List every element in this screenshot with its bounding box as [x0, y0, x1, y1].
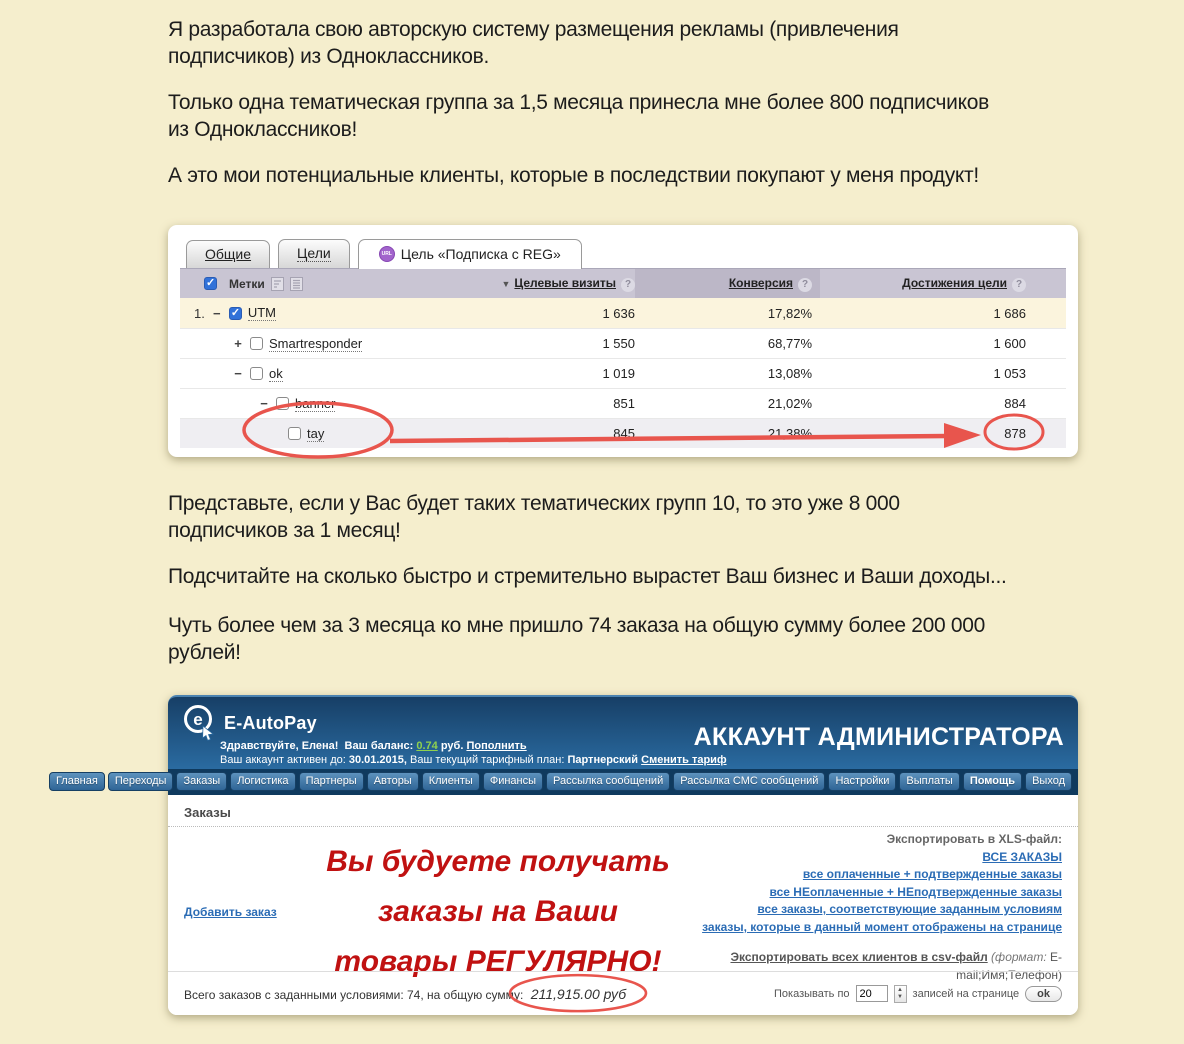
- paragraph-mid-1: [168, 490, 1098, 544]
- table-row-ok: [180, 358, 1066, 388]
- conversion-value: 21,38%: [767, 426, 812, 441]
- visits-value: 845: [613, 426, 635, 441]
- conversion-value: 68,77%: [767, 336, 812, 351]
- tag-link[interactable]: ok: [269, 365, 283, 381]
- tab-active-label: Цель «Подписка с REG»: [400, 246, 561, 262]
- conversion-value: 17,82%: [767, 305, 812, 321]
- menu-item-transitions[interactable]: Переходы: [108, 772, 174, 791]
- visits-value: 1 550: [602, 336, 635, 351]
- table-row-utm: [180, 298, 1066, 328]
- account-active-label: Ваш аккаунт активен до:: [220, 754, 346, 766]
- goal-reaches-value: 1 053: [993, 366, 1026, 381]
- export-current-page-link[interactable]: заказы, которые в данный момент отображены на странице: [702, 919, 1062, 934]
- menu-item-partners[interactable]: Партнеры: [299, 772, 364, 791]
- tab-goal-subscription-active[interactable]: [358, 239, 582, 269]
- list-view-icon[interactable]: [290, 277, 303, 291]
- checkbox-checked-icon[interactable]: [229, 307, 242, 320]
- totals-label: Всего заказов с заданными условиями: 74, на общую сумму:: [184, 987, 524, 1002]
- menu-item-clients[interactable]: Клиенты: [422, 772, 480, 791]
- metrika-tabs: [180, 237, 1066, 268]
- pagination-label-after: записей на странице: [912, 987, 1020, 1000]
- currency-label: руб.: [440, 740, 464, 752]
- menu-item-sms-mailing[interactable]: Рассылка СМС сообщений: [673, 772, 825, 791]
- paragraph-line: Чуть более чем за 3 месяца ко мне пришло 74 заказа на общую сумму более 200 000: [168, 614, 986, 637]
- ok-button[interactable]: ok: [1025, 986, 1062, 1002]
- promo-line: заказы на Ваши: [378, 895, 618, 928]
- eautopay-menu-bar: [55, 769, 1078, 795]
- help-icon[interactable]: [621, 278, 635, 292]
- help-icon[interactable]: [798, 278, 812, 292]
- tab-goals[interactable]: [278, 239, 350, 268]
- column-marks-label: Метки: [229, 276, 265, 291]
- tag-link[interactable]: banner: [295, 395, 336, 411]
- expand-icon[interactable]: +: [234, 336, 242, 351]
- row-number: 1.: [194, 305, 205, 321]
- plan-label: Ваш текущий тарифный план:: [410, 754, 565, 766]
- visits-value: 1 636: [602, 305, 635, 321]
- paragraph-line: Только одна тематическая группа за 1,5 месяца принесла мне более 800 подписчиков: [168, 91, 989, 114]
- eautopay-content: [168, 795, 1078, 1015]
- brand-name: E-AutoPay: [224, 712, 317, 733]
- conversion-value: 21,02%: [767, 396, 812, 411]
- greeting-hello: Здравствуйте, Елена!: [220, 740, 339, 752]
- collapse-icon[interactable]: −: [234, 366, 242, 381]
- eautopay-logo-icon: [180, 703, 218, 743]
- goal-reaches-value: 878: [1004, 426, 1026, 441]
- export-all-orders-link[interactable]: ВСЕ ЗАКАЗЫ: [982, 849, 1062, 864]
- pagination-control: [774, 985, 1062, 1003]
- paragraph-line: Представьте, если у Вас будет таких тематических групп 10, то это уже 8 000: [168, 492, 900, 515]
- plan-value: Партнерский: [567, 754, 639, 766]
- paragraph-line: подписчиков за 1 месяц!: [168, 519, 401, 542]
- svg-text:e: e: [193, 710, 203, 729]
- totals-sum: [527, 986, 630, 1002]
- menu-item-logistics[interactable]: Логистика: [230, 772, 295, 791]
- export-matching-conditions-link[interactable]: все заказы, соответствующие заданным условиям: [757, 902, 1062, 916]
- eautopay-admin-card: [55, 695, 1078, 1015]
- greeting-block: [220, 739, 727, 767]
- export-paid-confirmed-link[interactable]: все оплаченные + подтвержденные заказы: [802, 867, 1062, 881]
- page-size-input[interactable]: [856, 985, 888, 1002]
- export-xls-label: Экспортировать в XLS-файл:: [886, 832, 1062, 846]
- collapse-icon[interactable]: −: [213, 305, 221, 321]
- pagination-label-before: Показывать по: [774, 987, 850, 1000]
- eautopay-header: [168, 695, 1078, 769]
- menu-item-logout[interactable]: Выход: [1025, 772, 1072, 791]
- goal-reaches-value: 1 686: [993, 305, 1026, 321]
- tag-link[interactable]: tay: [307, 425, 325, 441]
- orders-footer: [168, 971, 1078, 1015]
- tab-goals-label: Цели: [297, 245, 331, 261]
- export-csv-link[interactable]: Экспортировать всех клиентов в csv-файл: [730, 950, 988, 964]
- paragraph-line: Я разработала свою авторскую систему размещения рекламы (привлечения: [168, 18, 899, 41]
- promo-line: товары РЕГУЛЯРНО!: [334, 945, 662, 978]
- balance-label: Ваш баланс:: [344, 740, 414, 752]
- column-goal-reaches-header[interactable]: [820, 276, 1066, 292]
- export-unpaid-unconfirmed-link[interactable]: все НЕоплаченные + НЕподтвержденные заказы: [769, 884, 1062, 899]
- paragraph-line: А это мои потенциальные клиенты, которые в последствии покупают у меня продукт!: [168, 164, 979, 187]
- paragraph-intro-2: [168, 89, 1098, 143]
- admin-account-title: АККАУНТ АДМИНИСТРАТОРА: [693, 723, 1064, 751]
- column-goal-reaches-label: Достижения цели: [902, 275, 1007, 290]
- checkbox-unchecked-icon[interactable]: [288, 427, 301, 440]
- add-order-link[interactable]: Добавить заказ: [184, 905, 277, 919]
- url-badge-icon: URL: [379, 246, 395, 262]
- export-block: [642, 831, 1062, 984]
- tag-link[interactable]: Smartresponder: [269, 335, 363, 351]
- column-conversion-label: Конверсия: [728, 275, 793, 290]
- paragraph-line: Подсчитайте на сколько быстро и стремительно вырастет Ваш бизнес и Ваши доходы...: [168, 565, 1007, 588]
- table-row-smartresponder: [180, 328, 1066, 358]
- collapse-icon[interactable]: −: [260, 396, 268, 411]
- conversion-value: 13,08%: [767, 366, 812, 381]
- sort-desc-icon: ▼: [501, 278, 511, 289]
- page-title: Заказы: [168, 795, 1078, 827]
- change-plan-link[interactable]: Сменить тариф: [641, 754, 727, 766]
- table-row-banner: [180, 388, 1066, 418]
- metrika-table-header: [180, 268, 1066, 298]
- goal-reaches-value: 1 600: [993, 336, 1026, 351]
- tab-general-label: Общие: [205, 246, 252, 262]
- csv-format-label: (формат:: [991, 950, 1047, 964]
- metrika-report-card: [168, 225, 1078, 457]
- goal-reaches-value: 884: [1004, 396, 1026, 411]
- visits-value: 1 019: [602, 366, 635, 381]
- paragraph-mid-3: [168, 612, 1098, 666]
- menu-item-finances[interactable]: Финансы: [483, 772, 543, 791]
- menu-item-settings[interactable]: Настройки: [828, 772, 896, 791]
- csv-format-value: E-mail;Имя;Телефон): [956, 950, 1062, 982]
- paragraph-intro-3: [168, 162, 1098, 189]
- stepper-icon[interactable]: ▲ ▼: [894, 985, 907, 1003]
- visits-value: 851: [613, 396, 635, 411]
- paragraph-line: рублей!: [168, 641, 241, 664]
- checkbox-checked-icon[interactable]: [204, 277, 217, 290]
- column-visits-label: Целевые визиты: [514, 275, 616, 290]
- totals-sum-value: 211,915.00 руб: [530, 985, 627, 1002]
- menu-item-home[interactable]: Главная: [49, 772, 105, 791]
- column-conversion-header[interactable]: [635, 269, 820, 298]
- checkbox-unchecked-icon[interactable]: [250, 367, 263, 380]
- menu-item-help-active[interactable]: Помощь: [963, 772, 1022, 791]
- orders-totals: [184, 986, 630, 1002]
- tab-general[interactable]: [186, 240, 270, 268]
- balance-value-link[interactable]: 0.74: [416, 740, 438, 752]
- paragraph-line: подписчиков) из Одноклассников.: [168, 45, 490, 68]
- paragraph-mid-2: [168, 563, 1098, 590]
- help-icon[interactable]: [1012, 278, 1026, 292]
- checkbox-unchecked-icon[interactable]: [276, 397, 289, 410]
- table-row-tay: [180, 418, 1066, 448]
- column-visits-header[interactable]: [420, 276, 635, 292]
- menu-item-orders[interactable]: Заказы: [176, 772, 227, 791]
- paragraph-intro-1: [168, 16, 1098, 70]
- promo-line: Вы будуете получать: [326, 845, 670, 878]
- menu-item-authors[interactable]: Авторы: [367, 772, 419, 791]
- account-active-date: 30.01.2015,: [348, 754, 407, 766]
- filter-list-icon[interactable]: [271, 277, 284, 291]
- topup-link[interactable]: Пополнить: [466, 740, 527, 752]
- tag-link[interactable]: UTM: [247, 305, 277, 320]
- menu-item-mailing[interactable]: Рассылка сообщений: [546, 772, 670, 791]
- menu-item-payouts[interactable]: Выплаты: [899, 772, 959, 791]
- paragraph-line: из Одноклассников!: [168, 118, 357, 141]
- checkbox-unchecked-icon[interactable]: [250, 337, 263, 350]
